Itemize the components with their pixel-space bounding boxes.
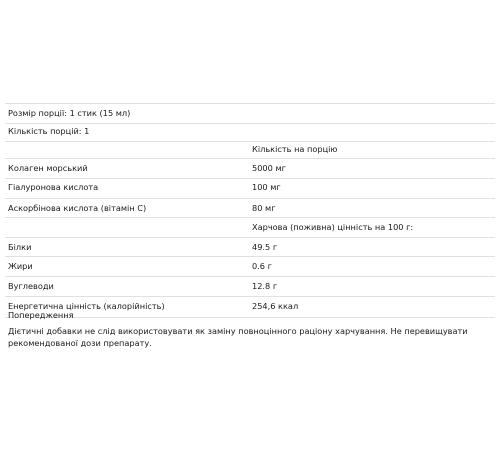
nutrient-amount: 49.5 г [252,242,278,252]
nutrient-name: Білки [8,242,32,252]
table-row [5,179,495,199]
nutrition-header: Харчова (поживна) цінність на 100 г: [252,222,414,232]
nutrition-header-row [5,218,495,238]
per-serving-header-row [5,142,495,159]
table-row [5,159,495,179]
nutrition-facts-table [5,103,495,318]
table-row [5,257,495,277]
ingredient-name: Аскорбінова кислота (вітамін C) [8,203,147,213]
per-serving-header: Кількість на порцію [252,144,338,154]
nutrient-amount: 254,6 ккал [252,301,299,311]
table-row [5,297,495,318]
serving-size-text: Розмір порції: 1 стик (15 мл) [8,108,131,118]
table-row [5,199,495,218]
table-row [5,277,495,297]
serving-size-row [5,103,495,124]
nutrient-amount: 12.8 г [252,281,278,291]
warning-text: Дієтичні добавки не слід використовувати як заміну повноцінного раціону харчування. Не перевищувати рекомендованої дози препарату. [8,326,468,348]
ingredient-amount: 80 мг [252,203,276,213]
ingredient-name: Гіалуронова кислота [8,182,99,192]
warning-title: Попередження [8,310,74,320]
nutrient-name: Енергетична цінність (калорійність) [8,301,165,311]
nutrient-name: Вуглеводи [8,281,54,291]
ingredient-amount: 100 мг [252,182,281,192]
nutrient-name: Жири [8,261,33,271]
ingredient-amount: 5000 мг [252,163,286,173]
table-row [5,238,495,257]
servings-count-text: Кількість порцій: 1 [8,126,90,136]
nutrient-amount: 0.6 г [252,261,272,271]
servings-count-row [5,124,495,142]
ingredient-name: Колаген морський [8,163,88,173]
